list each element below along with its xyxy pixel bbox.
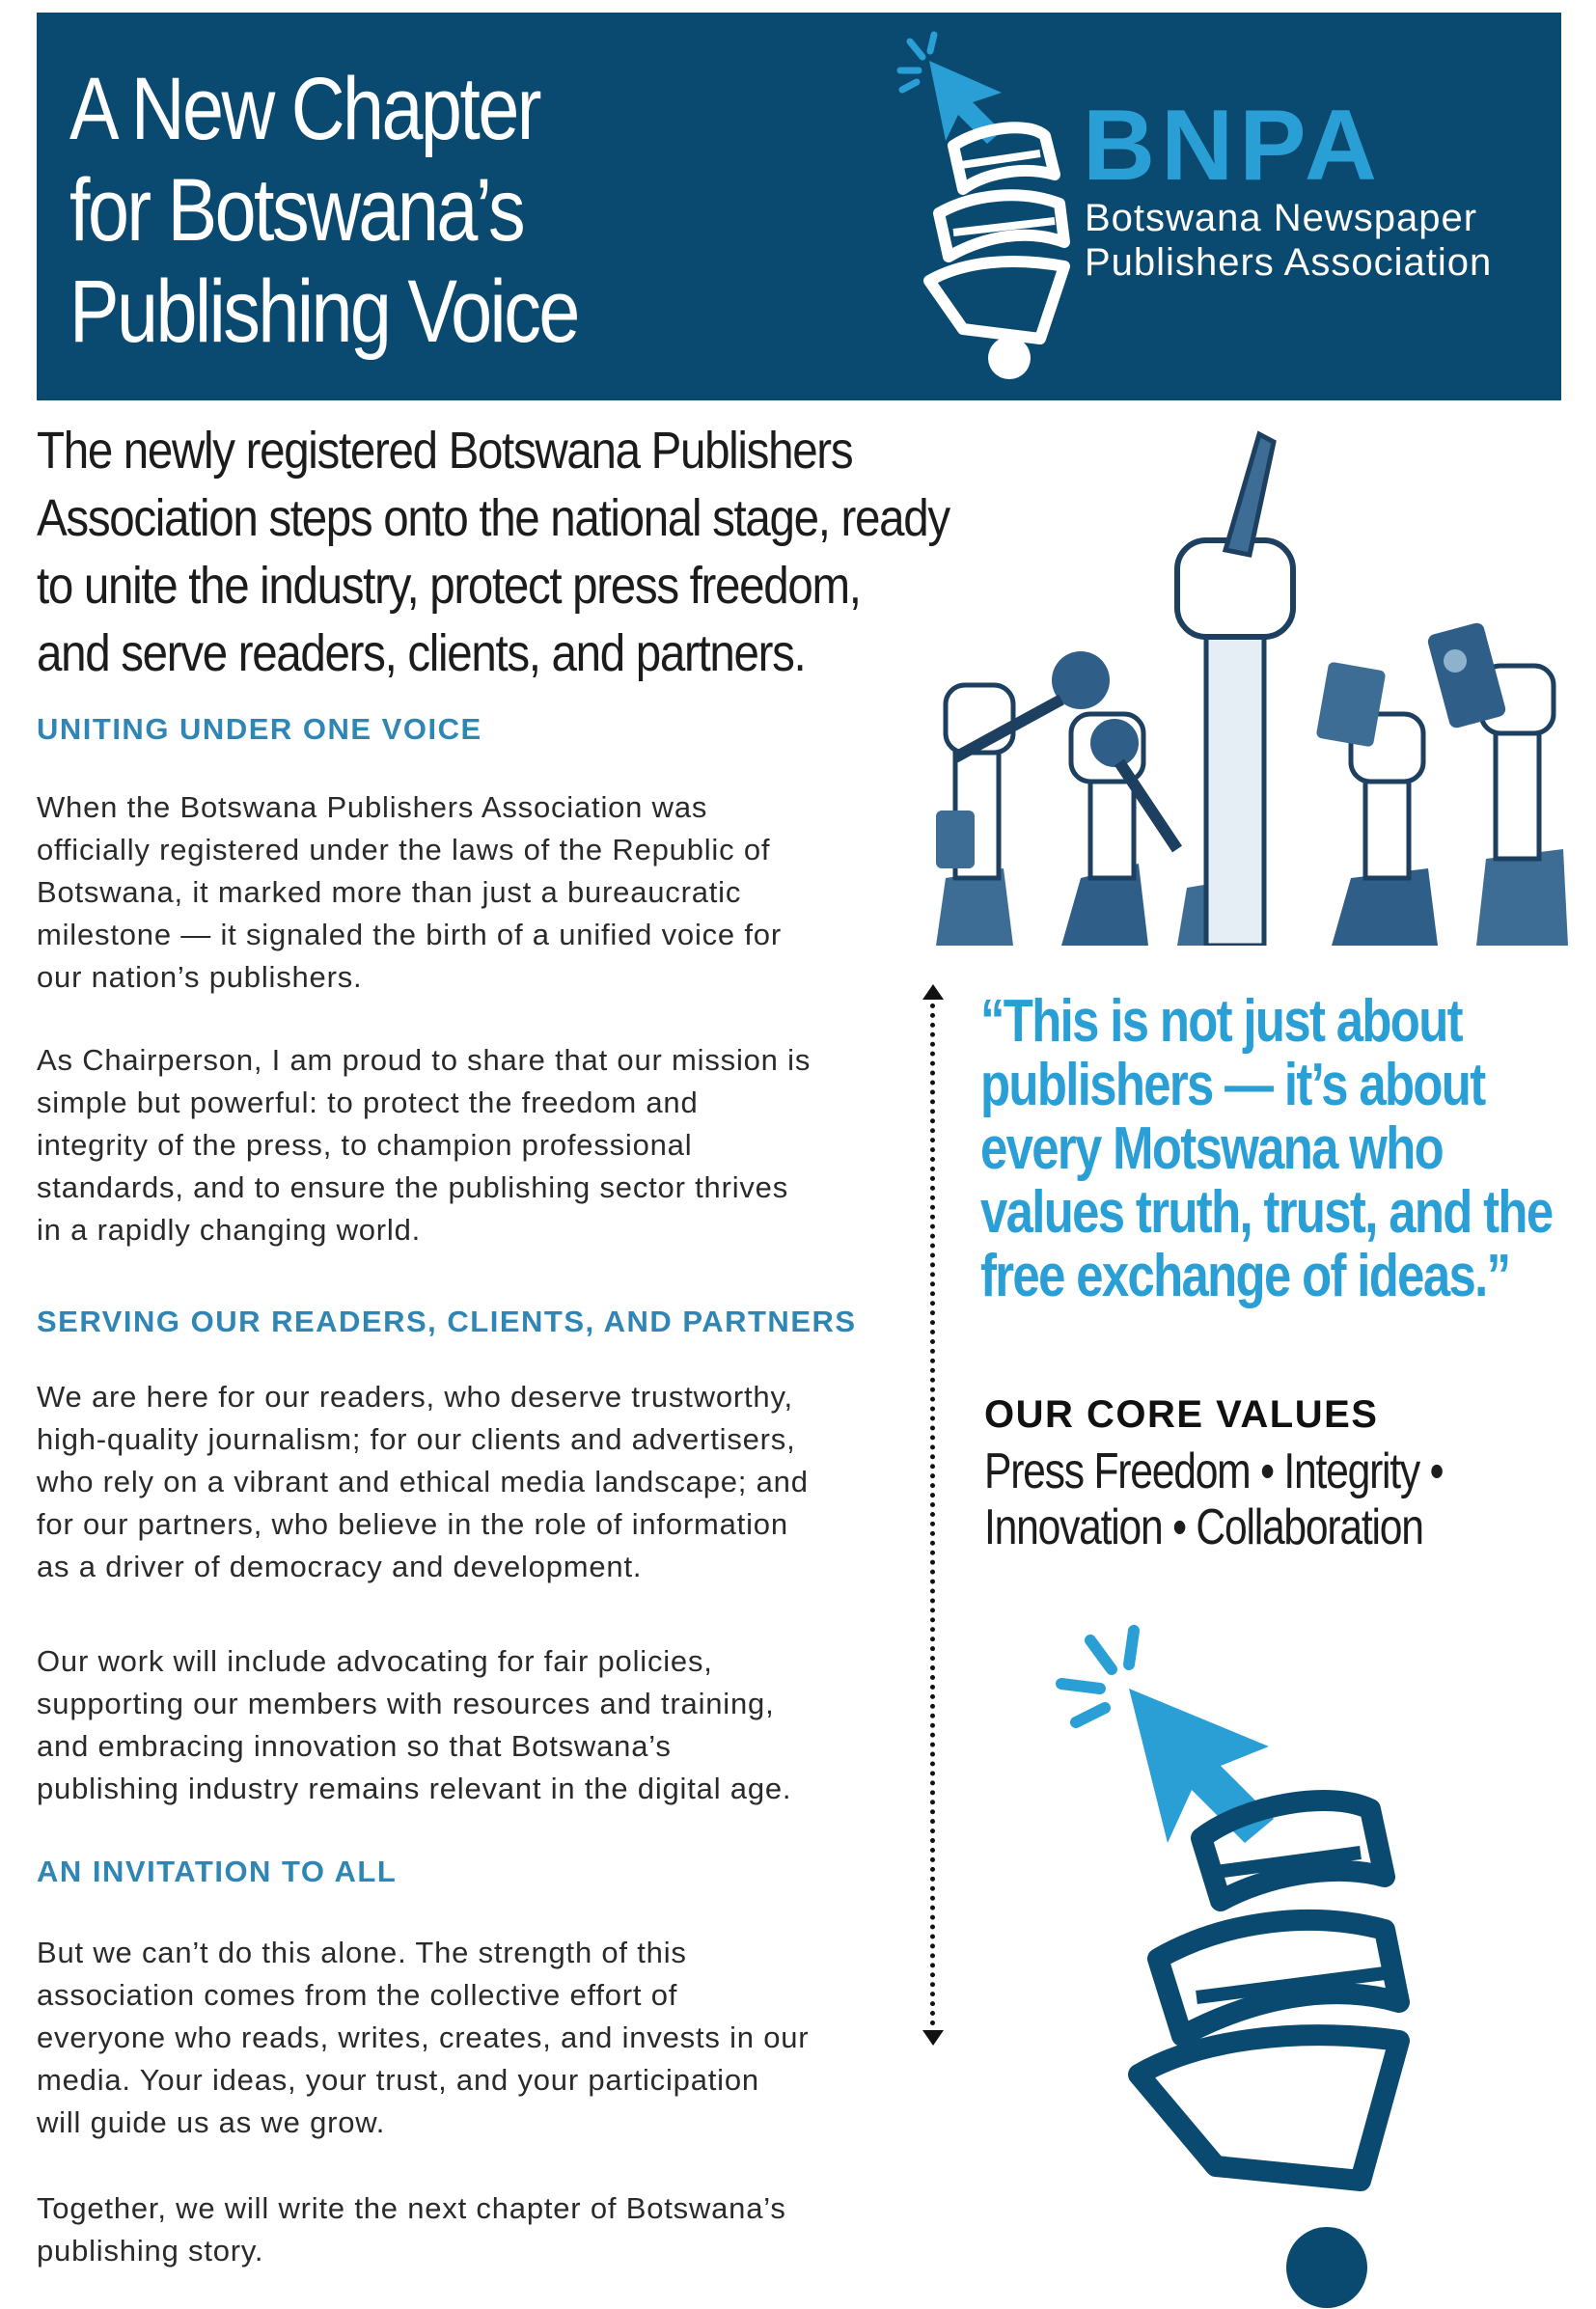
header-banner [37,13,1561,400]
text-line: Together, we will write the next chapter of Botswana’s [37,2191,786,2225]
text-line: milestone — it signaled the birth of a unified voice for [37,918,782,951]
lede-line: and serve readers, clients, and partners. [37,624,806,682]
text-line: simple but powerful: to protect the freedom and [37,1086,699,1119]
page-title [69,59,783,363]
core-values-line: Press Freedom • Integrity • [984,1443,1444,1499]
newspaper-cursor-icon [1052,1611,1554,2309]
newspaper-cursor-icon [876,20,1108,387]
text-line: media. Your ideas, your trust, and your participation [37,2063,759,2097]
core-values-list [984,1443,1444,1555]
text-line: When the Botswana Publishers Association was [37,790,708,824]
quote-line: every Motswana who [980,1115,1444,1182]
paragraph-invitation [37,1932,886,2144]
raised-hands-media-icon [926,425,1568,946]
paragraph-readers [37,1376,886,1588]
logo-organization-name [1085,196,1492,285]
logo-name-line-1: Botswana Newspaper [1085,197,1478,239]
text-line: We are here for our readers, who deserve trustworthy, [37,1380,793,1414]
text-line: publishing story. [37,2234,264,2268]
text-line: Our work will include advocating for fair policies, [37,1644,713,1678]
text-line: As Chairperson, I am proud to share that our mission is [37,1043,812,1077]
text-line: But we can’t do this alone. The strength of this [37,1936,687,1969]
logo-abbreviation: BNPA [1083,90,1383,202]
quote-line: values truth, trust, and the [980,1179,1553,1246]
title-line-3: Publishing Voice [69,262,578,361]
core-values-heading: OUR CORE VALUES [984,1393,1379,1436]
pull-quote [980,990,1582,1308]
title-line-2: for Botswana’s [69,161,524,260]
title-line-1: A New Chapter [69,60,540,158]
text-line: as a driver of democracy and development. [37,1550,643,1583]
logo-name-line-2: Publishers Association [1085,241,1493,284]
arrow-down-icon [922,2030,944,2046]
paragraph-closing [37,2187,886,2272]
section-heading-uniting: UNITING UNDER ONE VOICE [37,712,482,746]
core-values-line: Innovation • Collaboration [984,1499,1423,1555]
text-line: high-quality journalism; for our clients and advertisers, [37,1422,796,1456]
lede-paragraph [37,417,949,687]
paragraph-work [37,1640,886,1810]
section-heading-serving: SERVING OUR READERS, CLIENTS, AND PARTNERS [37,1305,857,1338]
vertical-dotted-divider [930,994,935,2036]
lede-line: to unite the industry, protect press freedom, [37,557,861,615]
text-line: supporting our members with resources and training, [37,1687,775,1720]
text-line: in a rapidly changing world. [37,1213,422,1247]
text-line: association comes from the collective effort of [37,1978,678,2012]
quote-line: free exchange of ideas.” [980,1243,1510,1309]
section-heading-invitation: AN INVITATION TO ALL [37,1855,398,1888]
quote-line: “This is not just about [980,988,1462,1055]
text-line: Botswana, it marked more than just a bureaucratic [37,875,742,909]
lede-line: Association steps onto the national stage, ready [37,489,949,547]
quote-line: publishers — it’s about [980,1052,1485,1118]
text-line: will guide us as we grow. [37,2105,386,2139]
text-line: officially registered under the laws of the Republic of [37,833,771,866]
text-line: everyone who reads, writes, creates, and invests in our [37,2020,810,2054]
text-line: standards, and to ensure the publishing sector thrives [37,1170,789,1204]
text-line: who rely on a vibrant and ethical media landscape; and [37,1465,809,1498]
paragraph-mission [37,1039,886,1251]
text-line: for our partners, who believe in the role of information [37,1507,788,1541]
lede-line: The newly registered Botswana Publishers [37,422,853,480]
text-line: and embracing innovation so that Botswana’s [37,1729,672,1763]
text-line: integrity of the press, to champion professional [37,1128,693,1162]
text-line: publishing industry remains relevant in the digital age. [37,1772,792,1805]
text-line: our nation’s publishers. [37,960,363,994]
arrow-up-icon [922,984,944,1000]
paragraph-registration [37,786,886,999]
